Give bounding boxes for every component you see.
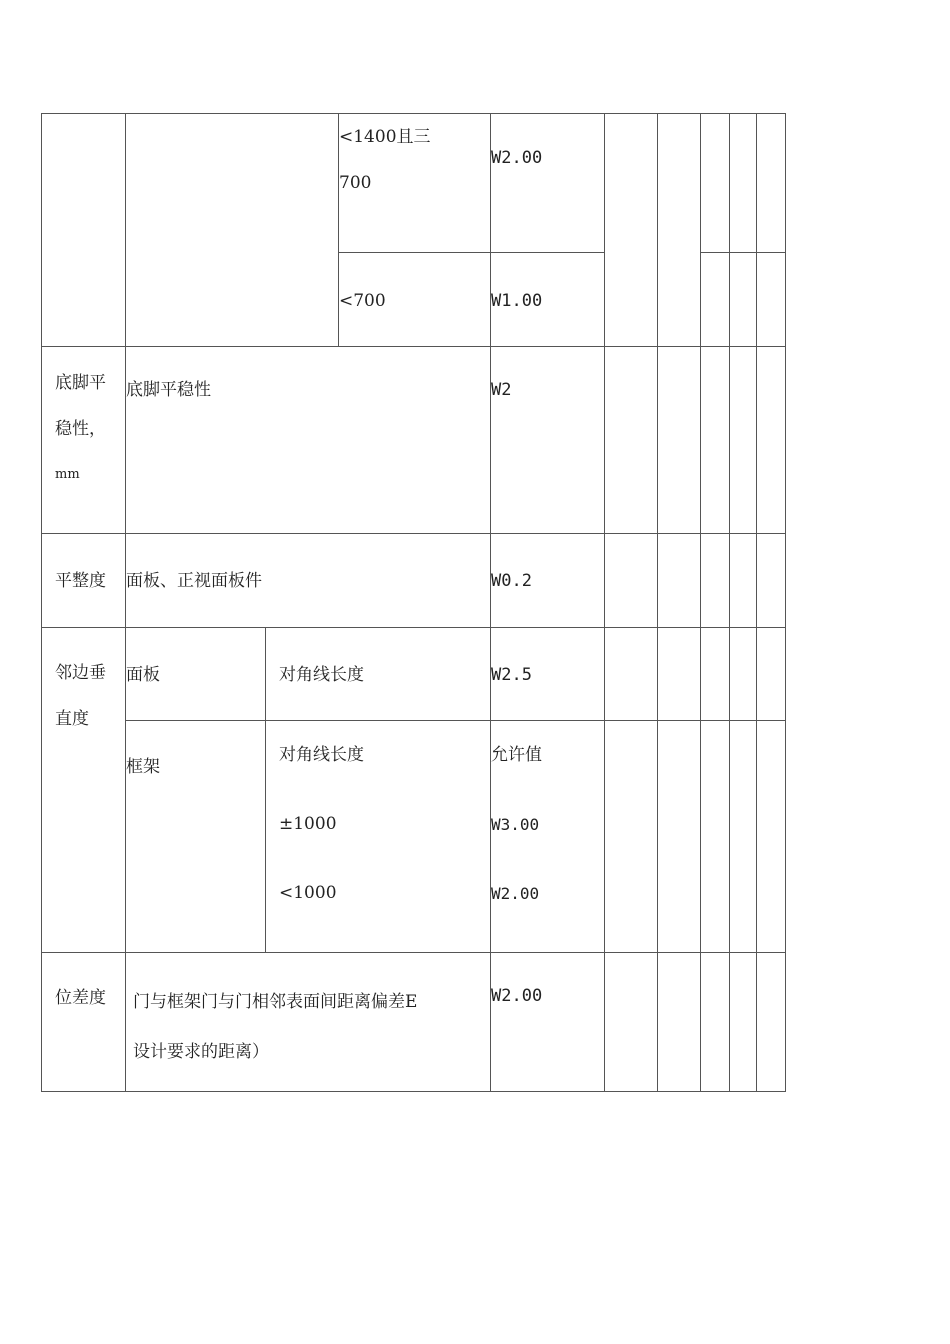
item-line: 底脚平 bbox=[55, 373, 106, 393]
range-cell bbox=[339, 114, 491, 253]
measure-cell: 对角线长度 bbox=[266, 628, 491, 721]
cell-empty bbox=[126, 114, 339, 347]
item-cell: 平整度 bbox=[42, 534, 126, 628]
value-line: W3.00 bbox=[491, 815, 540, 834]
desc-cell bbox=[126, 953, 491, 1092]
value-cell bbox=[491, 721, 605, 953]
cell-empty bbox=[701, 253, 730, 347]
item-unit: mm bbox=[55, 467, 80, 482]
desc-cell: 底脚平稳性 bbox=[126, 347, 491, 534]
cell-empty bbox=[605, 721, 658, 953]
cell-empty bbox=[730, 347, 757, 534]
cell-empty bbox=[730, 253, 757, 347]
item-line: 邻边垂 bbox=[55, 663, 106, 683]
cell-empty bbox=[757, 721, 786, 953]
table-row bbox=[42, 721, 786, 953]
cell-empty bbox=[658, 534, 701, 628]
value-cell: W2.00 bbox=[491, 114, 605, 253]
cell-empty bbox=[605, 628, 658, 721]
measure-cell bbox=[266, 721, 491, 953]
cell-empty bbox=[701, 347, 730, 534]
cell-empty bbox=[701, 953, 730, 1092]
value-cell: W2.5 bbox=[491, 628, 605, 721]
table-row bbox=[42, 534, 786, 628]
desc-cell: 面板、正视面板件 bbox=[126, 534, 491, 628]
cell-empty bbox=[701, 534, 730, 628]
item-line: 稳性， bbox=[55, 419, 106, 439]
cell-empty bbox=[658, 347, 701, 534]
cell-empty bbox=[701, 628, 730, 721]
range-line: ±1000 bbox=[279, 814, 337, 834]
cell-empty bbox=[757, 953, 786, 1092]
cell-empty bbox=[605, 953, 658, 1092]
cell-empty bbox=[730, 114, 757, 253]
range-line: <1000 bbox=[279, 883, 337, 903]
cell-empty bbox=[757, 253, 786, 347]
table-row bbox=[42, 628, 786, 721]
item-cell bbox=[42, 628, 126, 953]
cell-empty bbox=[757, 628, 786, 721]
cell-empty bbox=[730, 628, 757, 721]
item-line: 直度 bbox=[55, 709, 89, 729]
cell-empty bbox=[658, 721, 701, 953]
value-cell: W0.2 bbox=[491, 534, 605, 628]
range-line: <1400且三 bbox=[339, 127, 431, 147]
table-row bbox=[42, 953, 786, 1092]
table-row bbox=[42, 347, 786, 534]
inspection-table bbox=[41, 113, 786, 1092]
range-cell: <700 bbox=[339, 253, 491, 347]
cell-empty bbox=[658, 628, 701, 721]
measure-line: 对角线长度 bbox=[279, 745, 364, 765]
cell-empty bbox=[605, 114, 658, 347]
value-cell: W2 bbox=[491, 347, 605, 534]
value-cell: W2.00 bbox=[491, 953, 605, 1092]
cell-empty bbox=[701, 114, 730, 253]
cell-empty bbox=[757, 114, 786, 253]
cell-empty bbox=[658, 114, 701, 347]
table-row bbox=[42, 114, 786, 253]
item-cell bbox=[42, 347, 126, 534]
desc-line: 门与框架门与门相邻表面间距离偏差E bbox=[133, 992, 418, 1012]
cell-empty bbox=[730, 953, 757, 1092]
part-cell: 框架 bbox=[126, 721, 266, 953]
value-cell: W1.00 bbox=[491, 253, 605, 347]
value-header: 允许值 bbox=[491, 745, 542, 765]
cell-empty bbox=[658, 953, 701, 1092]
item-cell: 位差度 bbox=[42, 953, 126, 1092]
cell-empty bbox=[701, 721, 730, 953]
range-line: 700 bbox=[339, 173, 372, 193]
cell-empty bbox=[730, 534, 757, 628]
value-line: W2.00 bbox=[491, 884, 540, 903]
cell-empty bbox=[605, 347, 658, 534]
cell-empty bbox=[757, 534, 786, 628]
cell-empty bbox=[730, 721, 757, 953]
cell-empty bbox=[605, 534, 658, 628]
cell-empty bbox=[42, 114, 126, 347]
cell-empty bbox=[757, 347, 786, 534]
part-cell: 面板 bbox=[126, 628, 266, 721]
desc-line: 设计要求的距离） bbox=[133, 1042, 269, 1062]
